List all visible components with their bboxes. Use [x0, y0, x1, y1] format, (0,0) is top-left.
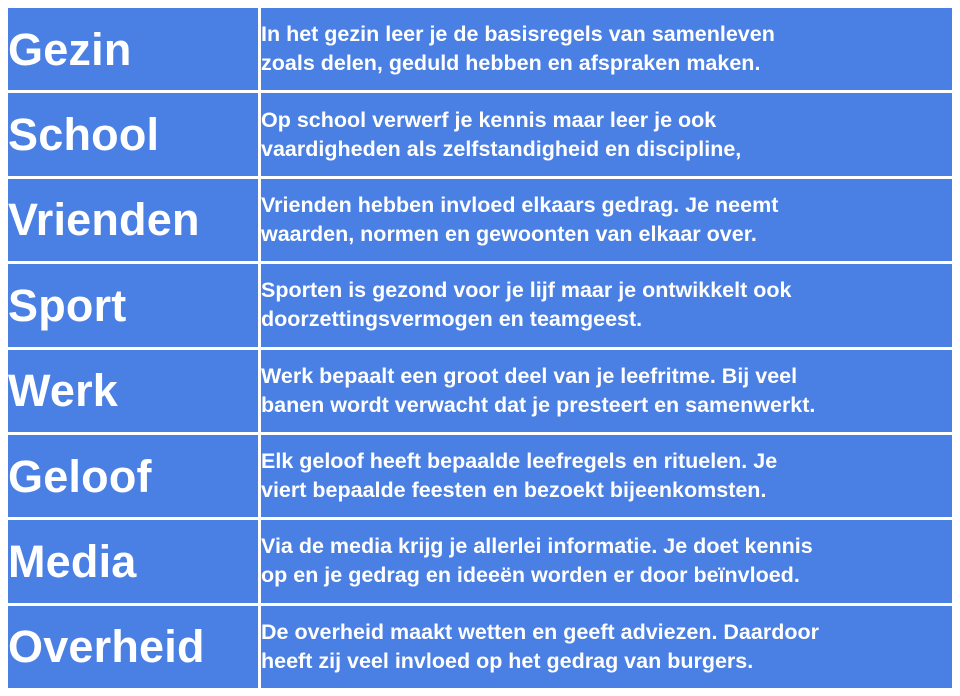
table-row	[8, 350, 952, 432]
table-row	[8, 179, 952, 261]
description-cell	[261, 93, 952, 175]
term-cell: Sport	[8, 264, 258, 346]
table-row	[8, 606, 952, 688]
description-cell	[261, 435, 952, 517]
description-line: vaardigheden als zelfstandigheid en discipline,	[261, 136, 742, 161]
term-cell: Gezin	[8, 8, 258, 90]
table-row	[8, 520, 952, 602]
description-line: Sporten is gezond voor je lijf maar je ontwikkelt ook	[261, 278, 792, 303]
socialization-table	[5, 5, 955, 691]
table-row	[8, 435, 952, 517]
description-line: doorzettingsvermogen en teamgeest.	[261, 307, 643, 332]
description-line: Werk bepaalt een groot deel van je leefritme. Bij veel	[261, 363, 798, 388]
description-cell	[261, 8, 952, 90]
description-line: op en je gedrag en ideeën worden er door beïnvloed.	[261, 563, 800, 588]
description-line: Vrienden hebben invloed elkaars gedrag. Je neemt	[261, 192, 779, 217]
description-line: Elk geloof heeft bepaalde leefregels en rituelen. Je	[261, 449, 778, 474]
description-line: viert bepaalde feesten en bezoekt bijeenkomsten.	[261, 478, 767, 503]
description-cell	[261, 264, 952, 346]
description-cell	[261, 350, 952, 432]
description-line: waarden, normen en gewoonten van elkaar over.	[261, 221, 757, 246]
table-row	[8, 8, 952, 90]
term-cell: Overheid	[8, 606, 258, 688]
term-cell: Media	[8, 520, 258, 602]
description-line: banen wordt verwacht dat je presteert en samenwerkt.	[261, 392, 816, 417]
term-cell: Geloof	[8, 435, 258, 517]
description-line: De overheid maakt wetten en geeft adviezen. Daardoor	[261, 619, 819, 644]
term-cell: Vrienden	[8, 179, 258, 261]
description-cell	[261, 520, 952, 602]
description-line: In het gezin leer je de basisregels van samenleven	[261, 22, 775, 47]
description-line: zoals delen, geduld hebben en afspraken maken.	[261, 51, 761, 76]
description-line: heeft zij veel invloed op het gedrag van burgers.	[261, 648, 754, 673]
table-row	[8, 93, 952, 175]
description-line: Op school verwerf je kennis maar leer je ook	[261, 107, 717, 132]
socialization-table-wrapper	[5, 5, 955, 691]
table-row	[8, 264, 952, 346]
description-cell	[261, 179, 952, 261]
description-line: Via de media krijg je allerlei informatie. Je doet kennis	[261, 534, 813, 559]
term-cell: School	[8, 93, 258, 175]
description-cell	[261, 606, 952, 688]
term-cell: Werk	[8, 350, 258, 432]
